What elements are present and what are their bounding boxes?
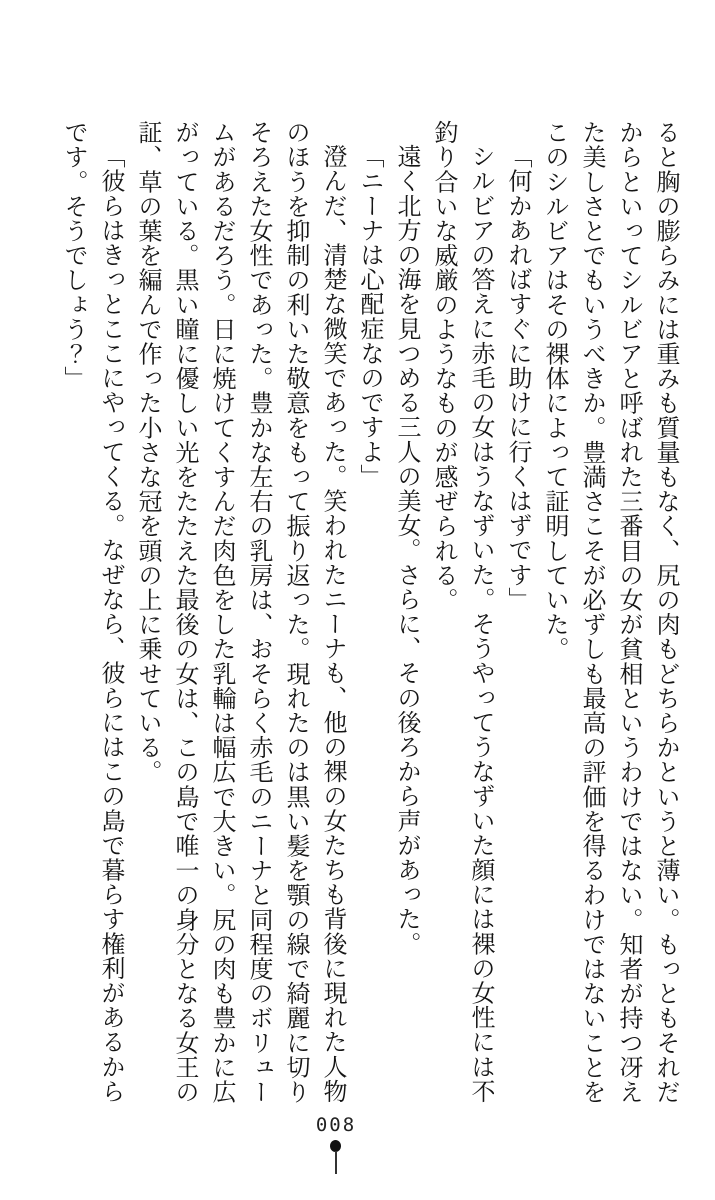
page-number: 008 (315, 1114, 357, 1136)
pin-ornament (330, 1140, 342, 1174)
paragraph: ると胸の膨らみには重みも質量もなく、尻の肉もどちらかというと薄い。もっともそれだからといってシルビアと呼ばれた三番目の女が貧相というわけではない。知者が持つ冴えた美しさとでもいうべきか。豊満さこそが必ずしも最高の評価を得るわけではないことをこのシルビアはその裸体によって証明していた。 (541, 120, 678, 1104)
paragraph: 「彼らはきっとここにやってくる。なぜなら、彼らにはこの島で暮らす権利があるからです。そうでしょう？」 (60, 120, 123, 1104)
paragraph: 「何かあればすぐに助けに行くはずです」 (504, 144, 530, 612)
paragraph: シルビアの答えに赤毛の女はうなずいた。そうやってうなずいた顔には裸の女性には不釣り合いな威厳のようなものが感ぜられる。 (430, 120, 493, 1104)
paragraph: 澄んだ、清楚な微笑であった。笑われたニーナも、他の裸の女たちも背後に現れた人物のほうを抑制の利いた敬意をもって振り返った。現れたのは黒い髪を顎の線で綺麗に切りそろえた女性であった。豊かな左右の乳房は、おそらく赤毛のニーナと同程度のボリュームがあるだろう。日に焼けてくすんだ肉色をした乳輪は幅広で大きい。尻の肉も豊かに広がっている。黒い瞳に優しい光をたたえた最後の女は、この島で唯一の身分となる女王の証、草の葉を編んで作った小さな冠を頭の上に乗せている。 (134, 120, 345, 1104)
paragraph: 「ニーナは心配症なのですよ」 (356, 144, 382, 489)
body-text (54, 120, 683, 1110)
pin-stem (335, 1151, 337, 1174)
paragraph: 遠く北方の海を見つめる三人の美女。さらに、その後ろから声があった。 (393, 144, 419, 956)
